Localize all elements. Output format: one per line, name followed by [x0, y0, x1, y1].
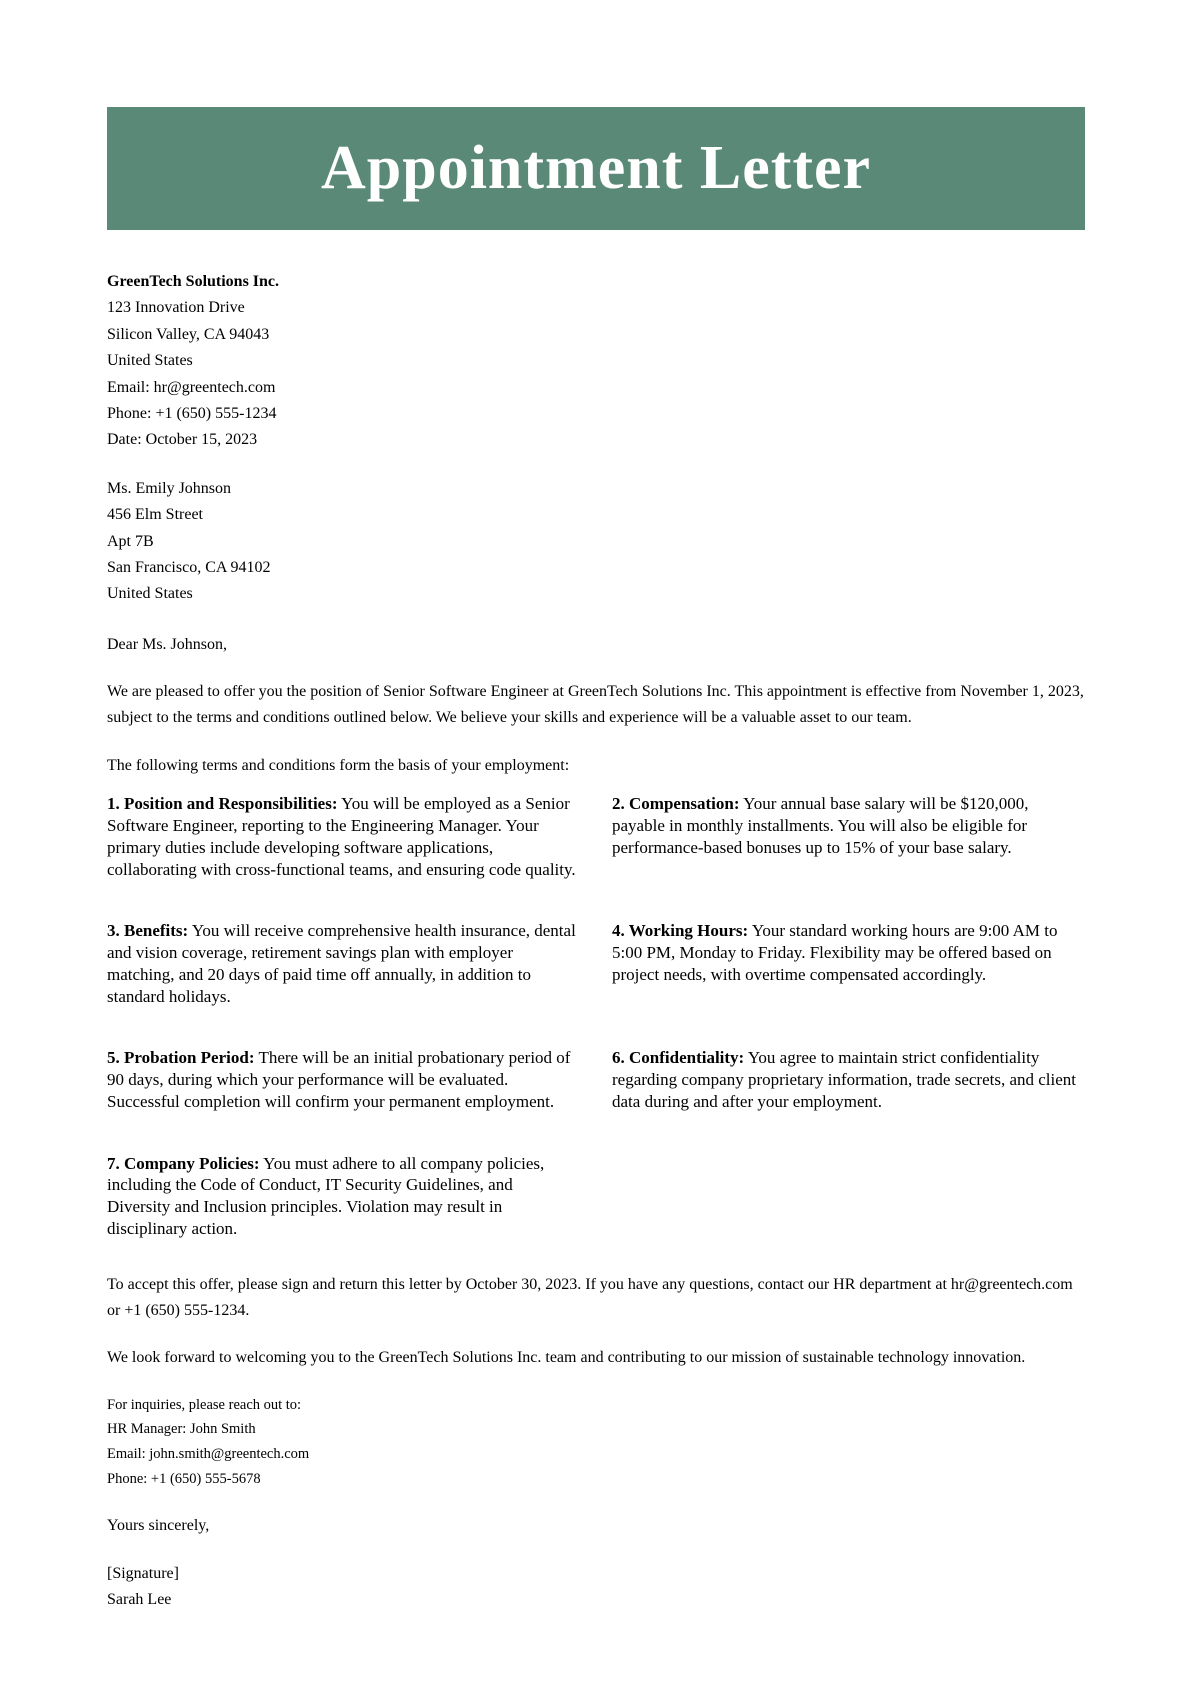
term-heading: 4. Working Hours: [612, 921, 749, 941]
letter-date-line: Date: October 15, 2023 [107, 431, 258, 449]
term-compensation [612, 793, 1085, 880]
term-working-hours [612, 920, 1085, 1007]
sender-address-line: Silicon Valley, CA 94043 [107, 325, 270, 343]
sender-email-line: Email: hr@greentech.com [107, 378, 276, 396]
recipient-address-line: San Francisco, CA 94102 [107, 558, 271, 576]
salutation: Dear Ms. Johnson, [107, 635, 227, 653]
intro-paragraph: We are pleased to offer you the position of Senior Software Engineer at GreenTech Solutions Inc. This appointment is effective from November 1, 2023, subject to the terms and conditions outlined below. We believe your skills and experience will be a valuable asset to our team. [107, 683, 1084, 727]
recipient-address-line: 456 Elm Street [107, 506, 203, 524]
term-body: Your annual base salary will be $120,000, payable in monthly installments. You will also be eligible for performance-based bonuses up to 15% of your base salary. [612, 794, 1029, 857]
sender-address-block [107, 269, 1085, 454]
sender-phone-line: Phone: +1 (650) 555-1234 [107, 404, 277, 422]
recipient-name: Ms. Emily Johnson [107, 479, 232, 497]
title-banner [107, 107, 1085, 230]
term-body: You will be employed as a Senior Software Engineer, reporting to the Engineering Manager. Your primary duties include developing software applications, collaborating with cross-functional teams, and ensuring code quality. [107, 794, 576, 879]
terms-intro: The following terms and conditions form the basis of your employment: [107, 756, 570, 774]
sender-company-name: GreenTech Solutions Inc. [107, 273, 280, 290]
contact-manager-line: HR Manager: John Smith [107, 1421, 256, 1438]
term-probation [107, 1047, 580, 1112]
term-body: You must adhere to all company policies, including the Code of Conduct, IT Security Guidelines, and Diversity and Inclusion principles. Violation may result in disciplinary action. [107, 1153, 545, 1238]
contact-email-line: Email: john.smith@greentech.com [107, 1445, 310, 1462]
term-body: You will receive comprehensive health insurance, dental and vision coverage, retirement savings plan with employer matching, and 20 days of paid time off annually, in addition to standard holidays. [107, 921, 576, 1006]
page-title: Appointment Letter [320, 134, 872, 202]
signature-placeholder: [Signature] [107, 1564, 179, 1582]
term-heading: 7. Company Policies: [107, 1153, 260, 1173]
term-heading: 1. Position and Responsibilities: [107, 794, 338, 814]
contact-intro-line: For inquiries, please reach out to: [107, 1396, 302, 1413]
term-heading: 3. Benefits: [107, 921, 189, 941]
term-body: You agree to maintain strict confidentiality regarding company proprietary information, trade secrets, and client data during and after your employment. [612, 1048, 1077, 1111]
hr-contact-block [107, 1393, 1085, 1492]
letter-body [107, 269, 1085, 1613]
acceptance-paragraph: To accept this offer, please sign and return this letter by October 30, 2023. If you have any questions, contact our HR department at hr@greentech.com or +1 (650) 555-1234. [107, 1275, 1073, 1319]
signoff: Yours sincerely, [107, 1517, 210, 1535]
recipient-address-block [107, 476, 1085, 608]
term-heading: 2. Compensation: [612, 794, 740, 814]
contact-phone-line: Phone: +1 (650) 555-5678 [107, 1470, 261, 1487]
term-body: There will be an initial probationary period of 90 days, during which your performance will be evaluated. Successful completion will confirm your permanent employment. [107, 1048, 571, 1111]
signatory-name: Sarah Lee [107, 1591, 172, 1609]
term-position [107, 793, 580, 880]
signature-block [107, 1561, 1085, 1614]
terms-grid [107, 793, 1085, 1239]
recipient-address-line: United States [107, 585, 193, 603]
sender-address-line: United States [107, 352, 193, 370]
term-body: Your standard working hours are 9:00 AM to 5:00 PM, Monday to Friday. Flexibility may be offered based on project needs, with overtime compensated accordingly. [612, 921, 1058, 984]
term-benefits [107, 920, 580, 1007]
term-confidentiality [612, 1047, 1085, 1112]
term-heading: 6. Confidentiality: [612, 1048, 745, 1068]
term-heading: 5. Probation Period: [107, 1048, 255, 1068]
recipient-address-line: Apt 7B [107, 532, 154, 550]
closing-paragraph: We look forward to welcoming you to the GreenTech Solutions Inc. team and contributing to our mission of sustainable technology innovation. [107, 1349, 1026, 1367]
term-company-policies [107, 1153, 580, 1240]
sender-address-line: 123 Innovation Drive [107, 299, 245, 317]
